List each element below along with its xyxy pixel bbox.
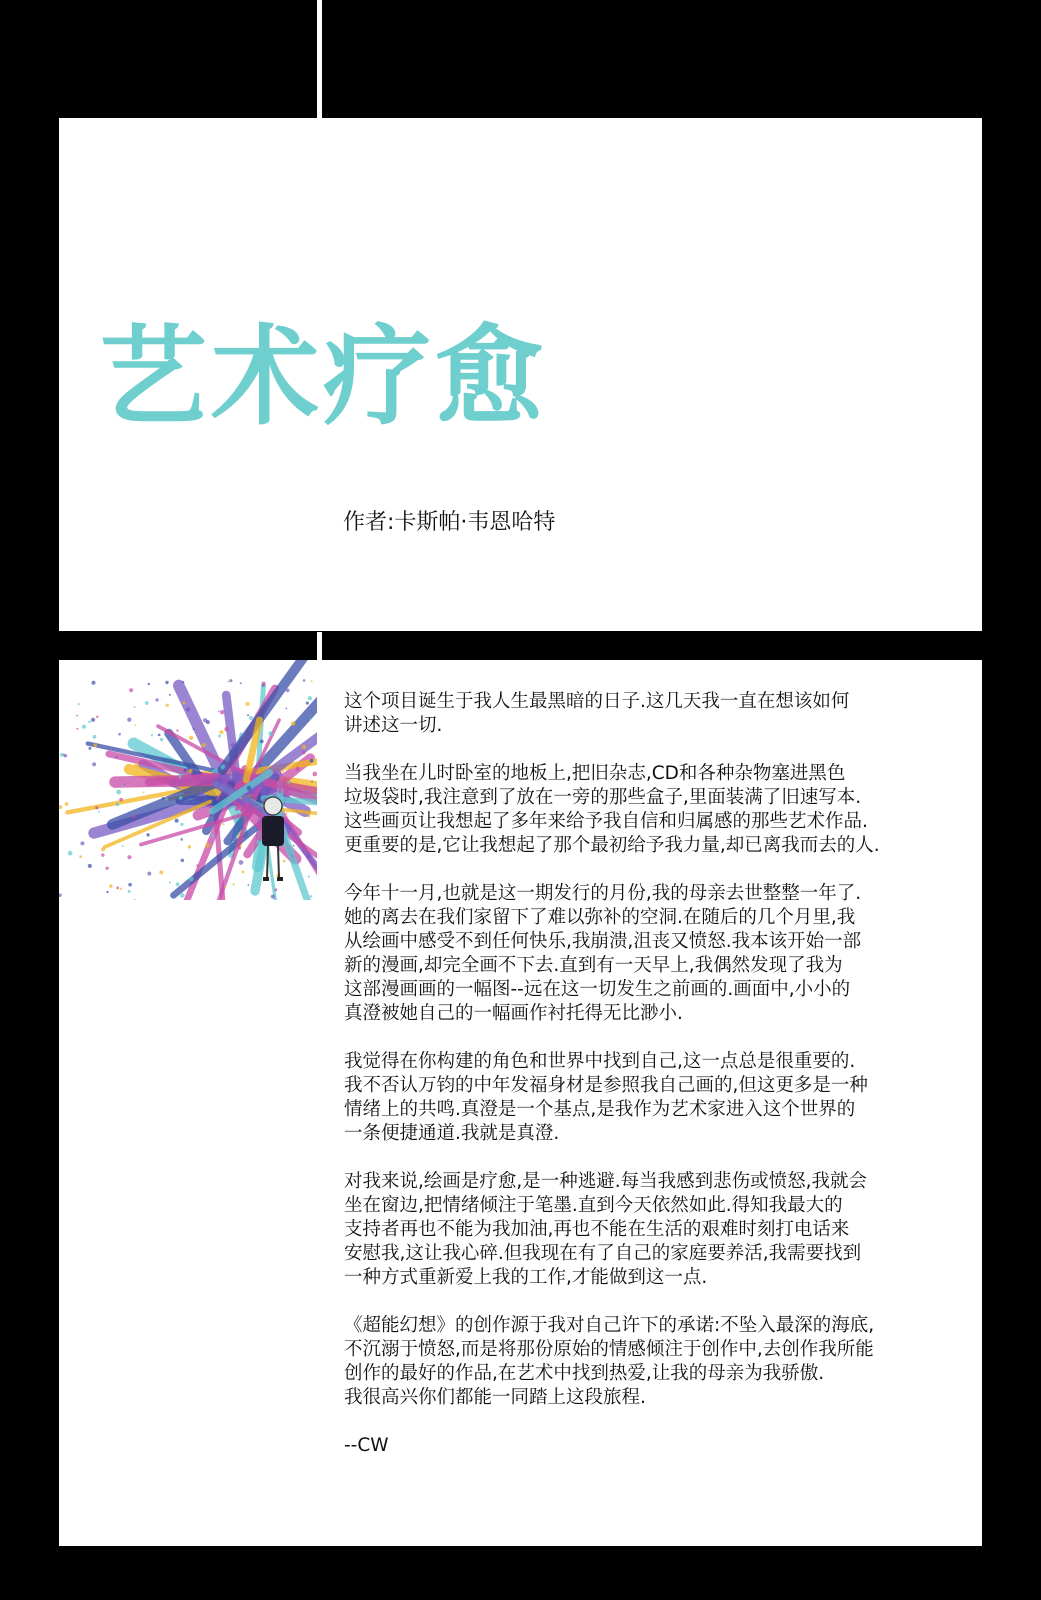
paint-speck [88,720,91,723]
essay-paragraph: 我觉得在你构建的角色和世界中找到自己,这一点总是很重要的. 我不否认万钧的中年发福身材是参照我自己画的,但这更多是一种 情绪上的共鸣.真澄是一个基点,是我作为艺术家进入这个世界的 一条便捷通道.我就是真澄. [344,1051,868,1144]
paint-speck [119,798,123,802]
paint-speck [277,686,279,688]
paint-speck [189,736,193,740]
paint-speck [218,734,221,737]
paint-speck [155,698,158,701]
author-credit: 作者:卡斯帕·韦恩哈特 [343,510,556,535]
paint-speck [285,707,287,709]
paint-speck [241,827,243,829]
paint-speck [309,718,311,720]
paint-speck [255,824,258,827]
paint-speck [135,763,139,767]
paint-speck [176,729,178,731]
paint-speck [310,895,312,897]
paint-speck [238,847,241,850]
paint-speck [134,899,136,900]
paint-speck [242,870,245,873]
paint-speck [293,845,295,847]
paint-speck [96,716,98,718]
paint-speck [93,744,97,748]
paint-speck [176,882,180,886]
paint-speck [165,798,167,800]
paint-speck [224,727,229,732]
paint-speck [227,871,229,873]
paint-speck [193,728,195,730]
paint-speck [218,711,220,713]
paint-speck [59,893,62,897]
girl-hoodie [262,816,284,846]
essay-paragraph: 这个项目诞生于我人生最黑暗的日子.这几天我一直在想该如何 讲述这一切. [344,691,850,736]
page-title: 艺术疗愈 [99,315,548,440]
paint-speck [295,767,299,771]
paint-speck [247,786,252,791]
essay-paragraph: 今年十一月,也就是这一期发行的月份,我的母亲去世整整一年了. 她的离去在我们家留下了难以弥补的空洞.在随后的几个月里,我 从绘画中感受不到任何快乐,我崩溃,沮丧又愤怒.我本该开始一部 新的漫画,却完全画不下去.直到有一天早上,我偶然发现了我为 这部漫画画的一幅图--远在这一切发生之前画的.画面中,小小的 真澄被她自己的一幅画作衬托得无比渺小. [344,883,862,1024]
paint-speck [116,803,120,807]
girl-head [264,797,282,815]
essay-panel [59,660,982,1546]
paint-speck [224,886,226,888]
paint-speck [220,710,225,715]
paint-speck [63,754,65,756]
paint-speck [179,776,182,779]
paint-speck [98,811,100,813]
paint-speck [120,888,122,890]
paint-speck [180,823,183,826]
paint-speck [169,881,171,883]
paint-speck [260,740,264,744]
paint-speck [91,718,95,722]
paint-speck [308,875,310,877]
paint-speck [200,791,204,795]
paint-speck [271,895,275,899]
girl-leg-left [267,846,268,878]
paint-speck [165,681,168,684]
paint-speck [182,681,184,683]
paint-speck [76,728,78,730]
paint-speck [308,696,312,700]
paint-speck [222,823,224,825]
paint-speck [122,845,124,847]
paint-speck [285,813,287,815]
paint-speck [249,716,253,720]
paint-speck [165,704,168,707]
paint-speck [312,772,317,777]
paint-speck [128,883,132,887]
paint-speck [302,745,306,749]
paint-speck [233,883,235,885]
paint-speck [115,756,117,758]
paint-speck [148,683,150,685]
paint-speck [283,860,286,863]
paint-speck [231,743,235,747]
paint-speck [310,759,314,763]
paint-speck [229,679,232,682]
paint-speck [281,770,284,773]
paint-speck [128,890,131,893]
paint-speck [240,682,242,684]
paint-speck [278,789,282,793]
paint-speck [186,707,190,711]
girl-shoe-left [263,877,269,881]
essay-paragraph: 对我来说,绘画是疗愈,是一种逃避.每当我感到悲伤或愤怒,我就会 坐在窗边,把情绪倾注于笔墨.直到今天依然如此.得知我最大的 支持者再也不能为我加油,再也不能在生活的艰难时刻打电话来 安慰我,这让我心碎.但我现在有了自己的家庭要养活,我需要找到 一种方式重新爱上我的工作,才能做到这一点. [344,1171,868,1288]
paint-speck [169,694,171,696]
paint-speck [309,742,311,744]
paint-speck [160,738,163,741]
paint-speck [256,840,260,844]
signature: --CW [344,1435,389,1456]
paint-speck [95,806,98,809]
paint-speck [101,847,105,851]
paint-speck [311,680,313,682]
paint-speck [307,814,310,817]
girl-leg-right [278,846,279,878]
paint-speck [245,702,249,706]
paint-speck [303,845,305,847]
paint-speck [286,689,290,693]
paint-speck [118,733,121,736]
paint-speck [76,715,78,717]
paint-speck [59,805,62,809]
panel-gutter-top [317,0,322,118]
paint-speck [274,888,277,891]
paint-speck [129,688,133,692]
paint-speck [189,877,194,882]
paint-speck [88,864,92,868]
essay-paragraph: 《超能幻想》的创作源于我对自己许下的承诺:不坠入最深的海底, 不沉溺于愤怒,而是将那份原始的情感倾注于创作中,去创作我所能 创作的最好的作品,在艺术中找到热爱,让我的母亲为我骄傲. 我很高兴你们都能一同踏上这段旅程. [344,1315,875,1408]
paint-speck [106,891,108,893]
title-panel [59,118,982,631]
paint-speck [78,703,80,705]
paint-speck [180,893,185,898]
paint-speck [184,769,187,772]
paint-speck [188,845,191,848]
paint-speck [227,681,229,683]
paint-speck [306,701,309,704]
paint-speck [303,679,306,682]
paint-speck [196,864,198,866]
paint-speck [182,701,185,704]
paint-stroke [115,780,214,782]
paint-speck [147,872,151,876]
paint-speck [181,859,184,862]
paint-speck [232,837,237,842]
paint-speck [68,851,73,856]
girl-shoe-right [277,877,283,881]
paint-speck [179,796,183,800]
paint-speck [202,743,206,747]
paint-speck [247,714,249,716]
essay-paragraph: 当我坐在儿时卧室的地板上,把旧杂志,CD和各种杂物塞进黑色 垃圾袋时,我注意到了放在一旁的那些盒子,里面装满了旧速写本. 这些画页让我想起了多年来给予我自信和归属感的那些艺术作品. 更重要的是,它让我想起了那个最初给予我力量,却已离我而去的人. [344,763,880,856]
paint-speck [291,721,296,726]
paint-speck [127,718,131,722]
paint-speck [219,730,223,734]
paint-speck [292,855,294,857]
paint-speck [306,853,311,858]
paint-speck [134,706,136,708]
paint-speck [239,860,244,865]
paint-speck [79,855,82,858]
paint-speck [106,867,109,870]
paint-speck [101,853,104,856]
paint-splash-illustration [59,660,317,900]
paint-speck [93,735,97,739]
paint-speck [175,819,179,823]
girl-figure [262,797,284,881]
paint-speck [88,747,91,750]
paint-speck [92,762,96,766]
paint-speck [145,701,149,705]
paint-speck [134,724,136,726]
paint-speck [109,884,112,887]
paint-speck [311,781,313,783]
paint-speck [122,785,124,787]
paint-speck [92,681,96,685]
paint-speck [80,841,84,845]
paint-speck [180,838,182,840]
paint-speck [211,834,214,837]
paint-speck [205,843,210,848]
paint-speck [151,734,153,736]
paint-speck [127,855,131,859]
paint-speck [268,731,273,736]
paint-speck [65,802,69,806]
paint-speck [158,734,161,737]
paint-speck [302,751,306,755]
paint-speck [116,790,121,795]
paint-speck [116,886,119,889]
paint-speck [123,783,125,785]
paint-speck [188,769,192,773]
paint-speck [132,815,135,818]
paint-speck [262,681,266,685]
panel-gutter-middle [317,632,322,660]
paint-speck [287,781,290,784]
paint-speck [220,765,224,769]
paint-speck [247,884,249,886]
essay-body [344,690,944,1482]
paint-speck [240,797,242,799]
paint-speck [143,791,145,793]
paint-speck [159,870,163,874]
paint-speck [147,818,149,820]
paint-speck [146,833,149,836]
paint-speck [162,797,165,800]
paint-speck [82,725,86,729]
paint-speck [206,720,210,724]
